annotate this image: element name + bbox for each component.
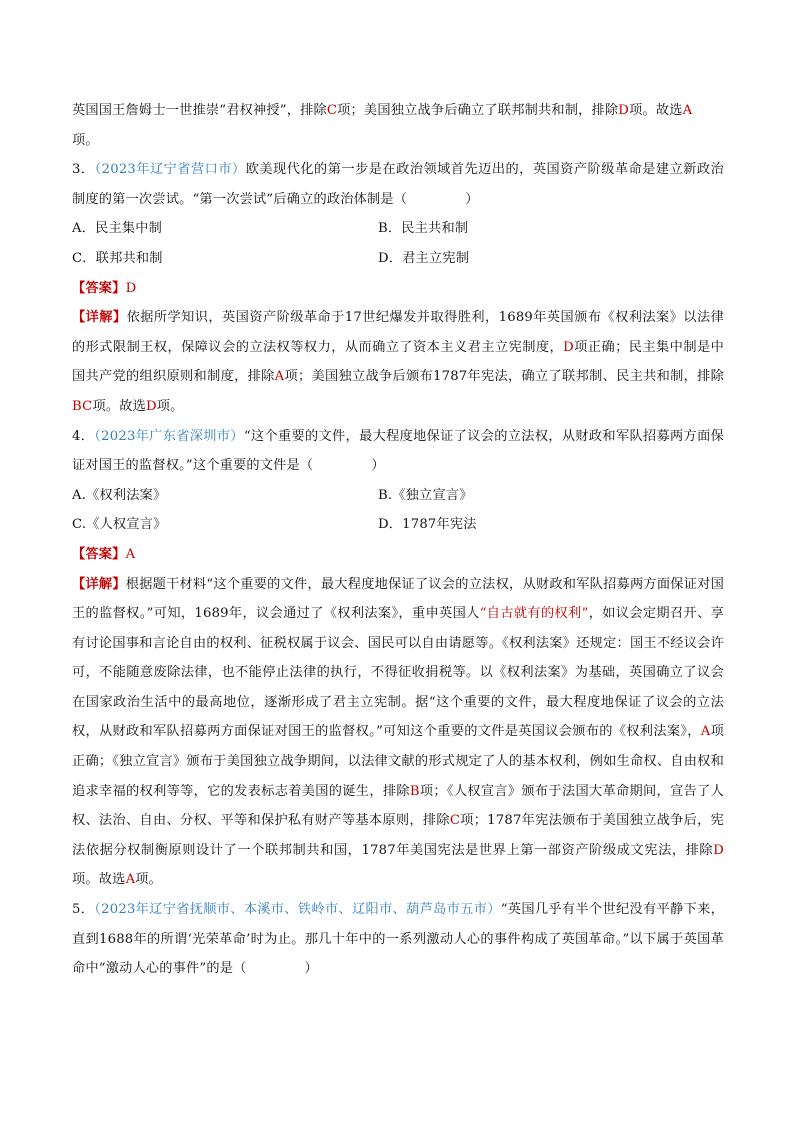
option-a: A.《权利法案》 [72, 487, 167, 503]
text: 项。故选 [72, 872, 126, 888]
option-a: A．民主集中制 [72, 221, 163, 237]
text: ） [304, 961, 318, 977]
text: 英国国王詹姆士一世推崇“君权神授”，排除 [72, 103, 327, 118]
q2-explanation-tail [72, 96, 724, 155]
question-text: 欧美现代化的第一步是在政治领域首先迈出的，英国资产阶级革命是建立新政治制度的第一次尝试。“第一次尝试”后确立的政治体制是（ [72, 162, 725, 207]
option-letter: A [682, 103, 693, 118]
text: ） [465, 191, 479, 207]
option-letter: C [449, 813, 461, 829]
answer-value: D [125, 280, 137, 296]
text: 项正确；《独立宣言》颁布于美国独立战争期间，以法律文献的形式规定了人的基本权利，例如生命权、自由权和追求幸福的权利等等，它的发表标志着美国的诞生，排除 [72, 724, 725, 799]
text: 项。故选 [92, 398, 146, 414]
text: ，如议会定期召开、享有讨论国事和言论自由的权利、征税权属于议会、国民可以自由请愿等。《权利法案》还规定：国王不经议会许可，不能随意废除法律，也不能停止法律的执行，不得征收捐税等。以《权利法案》为基础，英国确立了议会在国家政治生活中的最高地位，逐渐形成了君主立宪制。据“这个重要的文件，最大程度地保证了议会的立法权，从财政和军队招募两方面保证对国王的监督权。”可知这个重要的文件是英国议会颁布的《权利法案》， [72, 606, 724, 740]
question-4-answer [72, 540, 724, 570]
option-c: C．联邦共和制 [72, 250, 163, 266]
question-4-options-row-2 [72, 510, 724, 540]
question-4-options-row-1 [72, 481, 724, 511]
option-b: B．民主共和制 [378, 221, 469, 237]
option-letter: D [618, 103, 630, 118]
answer-value: A [125, 546, 136, 562]
option-c: C.《人权宣言》 [72, 517, 167, 533]
text: 项。 [135, 872, 163, 888]
option-letter: A [700, 724, 711, 740]
text: 项；美国独立战争后确立了联邦制共和制，排除 [337, 103, 619, 118]
question-4-detail [72, 570, 724, 896]
option-letter: D [713, 842, 724, 858]
question-3-options-row-2 [72, 244, 724, 274]
question-source: （2023年广东省深圳市） [94, 428, 244, 444]
option-letter: D [146, 398, 157, 414]
option-letter: A [125, 872, 136, 888]
text: ） [371, 458, 385, 474]
text: 项；《人权宣言》颁布于法国大革命期间，宣告了人权、法治、自由、分权、平等和保护私有财产等基本原则，排除 [72, 783, 724, 829]
option-letter: D [563, 339, 574, 355]
question-text: “这个重要的文件，最大程度地保证了议会的立法权，从财政和军队招募两方面保证对国王的监督权。”这个重要的文件是（ [72, 428, 724, 474]
answer-tag: 【答案】 [72, 280, 126, 296]
text: 项。故选 [629, 103, 683, 118]
question-5-stem [72, 895, 724, 984]
text: 项；美国独立战争后颁布1787年宪法，确立了联邦制、民主共和制，排除 [284, 369, 725, 385]
question-text: “英国几乎有半个世纪没有平静下来，直到1688年的所谓‘光荣革命’时为止。那几十年中的一系列激动人心的事件构成了英国革命。”以下属于英国革命中“激动人心的事件”的是（ [72, 902, 725, 977]
document-page [72, 96, 724, 984]
text: 依据所学知识，英国资产阶级革命于17世纪爆发并取得胜利，1689年英国颁布《权利法案》以法律的形式限制王权，保障议会的立法权等权力，从而确立了资本主义君主立宪制度， [72, 310, 724, 355]
text: 根据题干材料“这个重要的文件，最大程度地保证了议会的立法权，从财政和军队招募两方面保证对国王的监督权。”可知，1689年，议会通过了《权利法案》，重申英国人 [72, 576, 724, 622]
question-source: （2023年辽宁省抚顺市、本溪市、铁岭市、辽阳市、葫芦岛市五市） [94, 902, 501, 918]
question-number: 4． [72, 428, 95, 444]
question-4-stem [72, 422, 724, 481]
option-b: B.《独立宣言》 [378, 487, 473, 503]
question-source: （2023年辽宁省营口市） [94, 162, 246, 178]
question-3-options-row-1 [72, 214, 724, 244]
option-letter: C [326, 103, 338, 118]
question-number: 3． [72, 162, 95, 178]
detail-tag: 【详解】 [72, 576, 126, 592]
highlight-quote: “自古就有的权利” [479, 606, 589, 622]
question-3-answer [72, 274, 724, 304]
option-letter: A [274, 369, 285, 385]
option-d: D．君主立宪制 [378, 250, 470, 266]
option-letter: BC [72, 398, 93, 414]
text: 项；1787年宪法颁布于美国独立战争后，宪法依据分权制衡原则设计了一个联邦制共和国，1787年美国宪法是世界上第一部资产阶级成文宪法，排除 [72, 813, 724, 858]
question-3-stem [72, 155, 724, 214]
option-letter: B [409, 783, 420, 799]
text: 项正确；民主集中制是中国共产党的组织原则和制度，排除 [72, 339, 724, 385]
question-3-detail [72, 303, 724, 421]
question-number: 5． [72, 902, 95, 918]
answer-tag: 【答案】 [72, 546, 126, 562]
text: 项。 [72, 132, 99, 148]
option-d: D．1787年宪法 [378, 517, 477, 533]
detail-tag: 【详解】 [72, 310, 127, 326]
text: 项。 [156, 398, 184, 414]
